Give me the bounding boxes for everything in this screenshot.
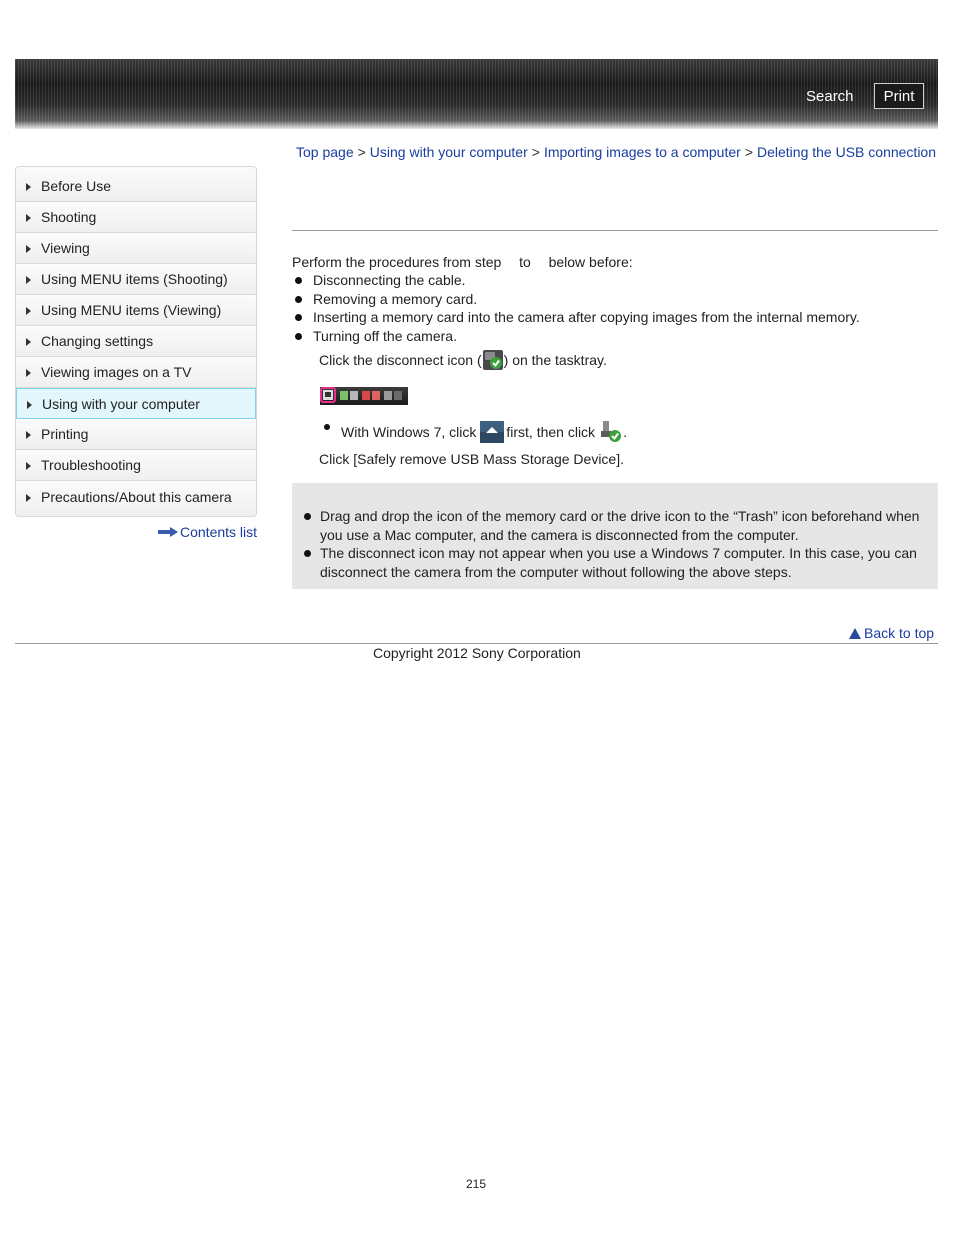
title-divider xyxy=(292,230,938,231)
tasktray-image xyxy=(320,387,408,405)
sidebar-item-menu-viewing[interactable] xyxy=(16,295,256,326)
sidebar-item-menu-shooting[interactable] xyxy=(16,264,256,295)
breadcrumb-using-with-computer[interactable]: Using with your computer xyxy=(369,144,528,160)
main-content xyxy=(292,253,938,467)
conditions-list xyxy=(292,271,938,345)
breadcrumb-importing-images[interactable]: Importing images to a computer xyxy=(543,144,741,160)
intro-text xyxy=(292,253,938,271)
sidebar-item-label: Printing xyxy=(41,426,89,442)
list-item: The disconnect icon may not appear when you use a Windows 7 computer. In this case, you can disconnect the camera from the computer without following the above steps. xyxy=(302,544,922,581)
breadcrumb-top-page[interactable]: Top page xyxy=(296,144,354,160)
win7-middle: first, then click xyxy=(506,424,596,440)
sidebar-item-label: Shooting xyxy=(41,209,97,225)
step1-before: Click the disconnect icon ( xyxy=(319,352,482,368)
list-item: Turning off the camera. xyxy=(292,327,938,346)
sidebar-item-viewing-on-tv[interactable] xyxy=(16,357,256,388)
usb-disconnect-icon xyxy=(599,421,623,443)
show-hidden-icons-icon xyxy=(480,421,504,443)
breadcrumb-current-page[interactable]: Deleting the USB connection xyxy=(757,144,936,160)
sidebar-item-label: Viewing images on a TV xyxy=(41,364,192,380)
list-item: Disconnecting the cable. xyxy=(292,271,938,290)
sidebar-item-troubleshooting[interactable] xyxy=(16,450,256,481)
sidebar-nav xyxy=(15,166,257,517)
list-item: Removing a memory card. xyxy=(292,290,938,309)
arrow-right-icon xyxy=(158,527,178,537)
sidebar-item-label: Viewing xyxy=(41,240,90,256)
triangle-right-icon xyxy=(26,245,31,253)
win7-before: With Windows 7, click xyxy=(341,424,477,440)
triangle-right-icon xyxy=(26,276,31,284)
intro-middle: to xyxy=(519,254,531,270)
contents-list-link[interactable] xyxy=(158,524,257,540)
sidebar-item-label: Precautions/About this camera xyxy=(41,488,232,505)
list-item: Inserting a memory card into the camera after copying images from the internal memory. xyxy=(292,308,938,327)
intro-after: below before: xyxy=(548,254,633,270)
intro-before: Perform the procedures from step xyxy=(292,254,502,270)
triangle-right-icon xyxy=(26,183,31,191)
sidebar-item-printing[interactable] xyxy=(16,419,256,450)
bullet-dot xyxy=(324,424,330,430)
page-number: 215 xyxy=(466,1177,487,1191)
sidebar-item-label: Changing settings xyxy=(41,333,154,349)
contents-list-label: Contents list xyxy=(180,524,258,540)
breadcrumb xyxy=(296,144,936,160)
windows7-note xyxy=(324,421,627,443)
search-link[interactable]: Search xyxy=(806,88,854,105)
sidebar-item-label: Before Use xyxy=(41,178,112,194)
step-2: Click [Safely remove USB Mass Storage Device]. xyxy=(319,451,624,467)
breadcrumb-separator: > xyxy=(744,144,753,160)
triangle-right-icon xyxy=(26,494,31,502)
tray-disconnect-icon xyxy=(323,390,333,400)
footer-divider xyxy=(15,643,938,644)
sidebar-item-label: Using MENU items (Viewing) xyxy=(41,302,222,318)
triangle-right-icon xyxy=(26,307,31,315)
print-button[interactable]: Print xyxy=(874,83,924,109)
triangle-right-icon xyxy=(26,431,31,439)
triangle-right-icon xyxy=(26,369,31,377)
triangle-right-icon xyxy=(26,338,31,346)
copyright-text: Copyright 2012 Sony Corporation xyxy=(373,645,581,661)
tray-icons-icon xyxy=(340,390,406,402)
back-to-top-link[interactable] xyxy=(849,625,934,641)
list-item: Drag and drop the icon of the memory card or the drive icon to the “Trash” icon beforehand when you use a Mac computer, and the camera is disconnected from the computer. xyxy=(302,507,922,544)
sidebar-item-before-use[interactable] xyxy=(16,167,256,202)
sidebar-item-viewing[interactable] xyxy=(16,233,256,264)
triangle-right-icon xyxy=(27,401,32,409)
sidebar-item-label: Using with your computer xyxy=(42,395,200,412)
breadcrumb-separator: > xyxy=(357,144,366,160)
note-box xyxy=(292,483,938,589)
header-bar xyxy=(15,59,938,129)
back-to-top-label: Back to top xyxy=(864,625,935,641)
sidebar-item-precautions[interactable] xyxy=(16,481,256,516)
triangle-up-icon xyxy=(849,628,861,639)
step-1 xyxy=(319,349,607,371)
sidebar-item-label: Using MENU items (Shooting) xyxy=(41,271,228,287)
sidebar-item-using-with-computer[interactable] xyxy=(16,388,256,419)
sidebar-item-shooting[interactable] xyxy=(16,202,256,233)
step1-after: ) on the tasktray. xyxy=(503,352,607,368)
triangle-right-icon xyxy=(26,214,31,222)
breadcrumb-separator: > xyxy=(531,144,540,160)
note-list xyxy=(302,507,922,581)
triangle-right-icon xyxy=(26,462,31,470)
win7-after: . xyxy=(623,424,627,440)
sidebar-item-changing-settings[interactable] xyxy=(16,326,256,357)
sidebar-item-label: Troubleshooting xyxy=(41,457,141,473)
disconnect-icon xyxy=(482,349,504,371)
